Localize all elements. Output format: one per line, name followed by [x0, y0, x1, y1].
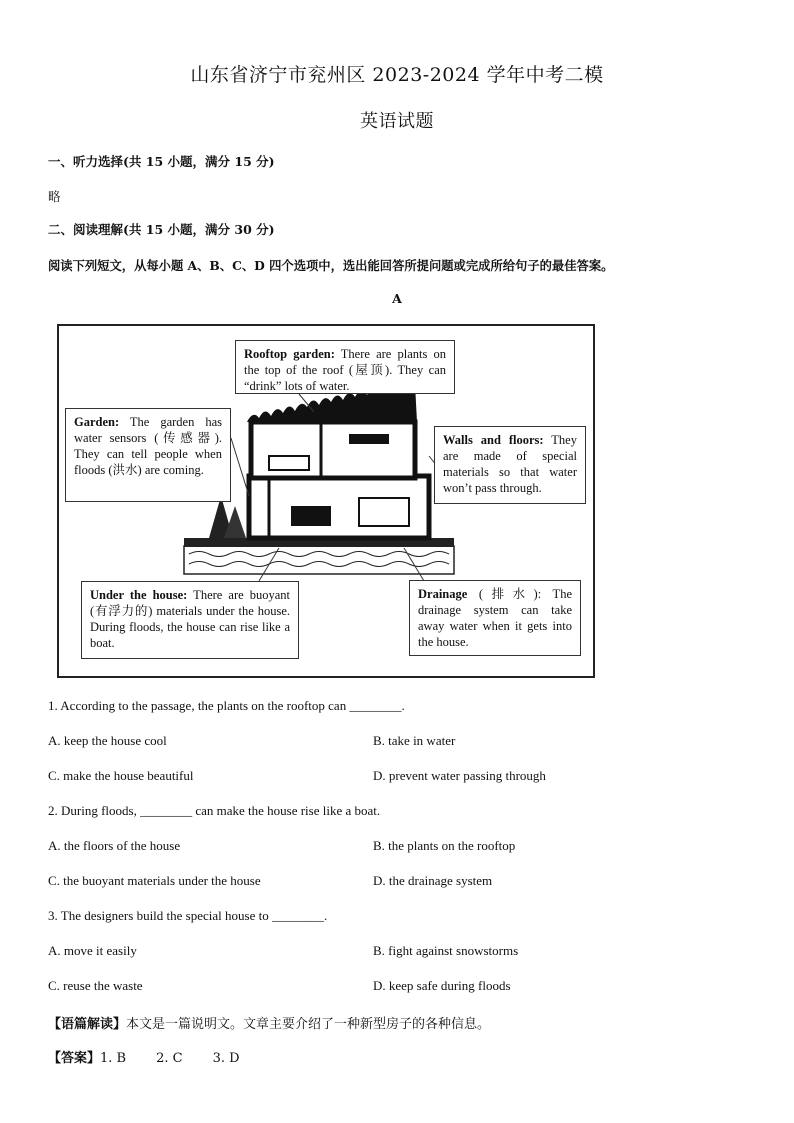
answer-line: [48, 1047, 240, 1066]
callout-drainage-text: (排水): The drainage system can take away water when it gets into the house.: [418, 587, 572, 649]
water-area: [184, 546, 454, 574]
section1-heading: 一、听力选择(共 15 小题，满分 15 分): [48, 154, 275, 169]
callout-rooftop-title: Rooftop garden:: [244, 347, 335, 361]
question-1-option-a[interactable]: A. keep the house cool: [48, 733, 167, 748]
page-title: 山东省济宁市兖州区 2023-2024 学年中考二模: [190, 64, 604, 86]
callout-under-text: There are buoyant (有浮力的) materials under the house. During floods, the house can rise like a boat.: [90, 588, 290, 650]
question-2-option-d[interactable]: D. the drainage system: [373, 873, 493, 888]
question-3-option-b[interactable]: B. fight against snowstorms: [373, 943, 519, 958]
answer-label: 【答案】: [48, 1051, 101, 1066]
callout-garden-title: Garden:: [74, 415, 120, 429]
section2-heading: 二、阅读理解(共 15 小题，满分 30 分): [48, 222, 275, 237]
section2-instruction: 阅读下列短文，从每小题 A、B、C、D 四个选项中，选出能回答所提问题或完成所给句子的最佳答案。: [48, 258, 614, 273]
callout-garden-text: The garden has water sensors (传感器). They can tell people when floods (洪水) are coming.: [74, 415, 222, 477]
callout-rooftop: [235, 340, 455, 394]
callout-rooftop-text: There are plants on the top of the roof (屋顶). They can “drink” lots of water.: [244, 347, 446, 393]
analysis-line: [48, 1013, 490, 1032]
question-1-option-d[interactable]: D. prevent water passing through: [373, 768, 546, 783]
question-3-option-d[interactable]: D. keep safe during floods: [373, 978, 511, 993]
passage-label: A: [392, 291, 402, 306]
answer-item: 1. B: [100, 1051, 127, 1066]
question-1-stem: 1. According to the passage, the plants on the rooftop can ________.: [48, 698, 405, 713]
sofa-icon: [291, 506, 331, 526]
question-1-option-b[interactable]: B. take in water: [373, 733, 456, 748]
question-2-option-a[interactable]: A. the floors of the house: [48, 838, 181, 853]
analysis-label: 【语篇解读】: [48, 1017, 127, 1032]
callout-walls-title: Walls and floors:: [443, 433, 544, 447]
analysis-text: 本文是一篇说明文。文章主要介绍了一种新型房子的各种信息。: [126, 1017, 491, 1032]
question-3-stem: 3. The designers build the special house to ________.: [48, 908, 328, 923]
flood-house-figure: [57, 324, 595, 678]
question-2-option-b[interactable]: B. the plants on the rooftop: [373, 838, 516, 853]
callout-under-house: [81, 581, 299, 659]
callout-walls: [434, 426, 586, 504]
answer-item: 2. C: [156, 1051, 183, 1066]
answer-item: 3. D: [212, 1051, 240, 1066]
question-3-option-a[interactable]: A. move it easily: [48, 943, 137, 958]
callout-drainage: [409, 580, 581, 656]
callout-walls-text: They are made of special materials so that water won’t pass through.: [443, 433, 577, 495]
callout-under-title: Under the house:: [90, 588, 188, 602]
callout-garden: [65, 408, 231, 502]
question-2-stem: 2. During floods, ________ can make the house rise like a boat.: [48, 803, 381, 818]
page-subtitle: 英语试题: [360, 111, 434, 132]
callout-drainage-title: Drainage: [418, 587, 468, 601]
question-1-option-c[interactable]: C. make the house beautiful: [48, 768, 194, 783]
question-3-option-c[interactable]: C. reuse the waste: [48, 978, 143, 993]
lamp-icon: [349, 434, 389, 444]
section1-note: 略: [48, 189, 61, 204]
question-2-option-c[interactable]: C. the buoyant materials under the house: [48, 873, 261, 888]
house-lower-floor: [249, 476, 429, 538]
